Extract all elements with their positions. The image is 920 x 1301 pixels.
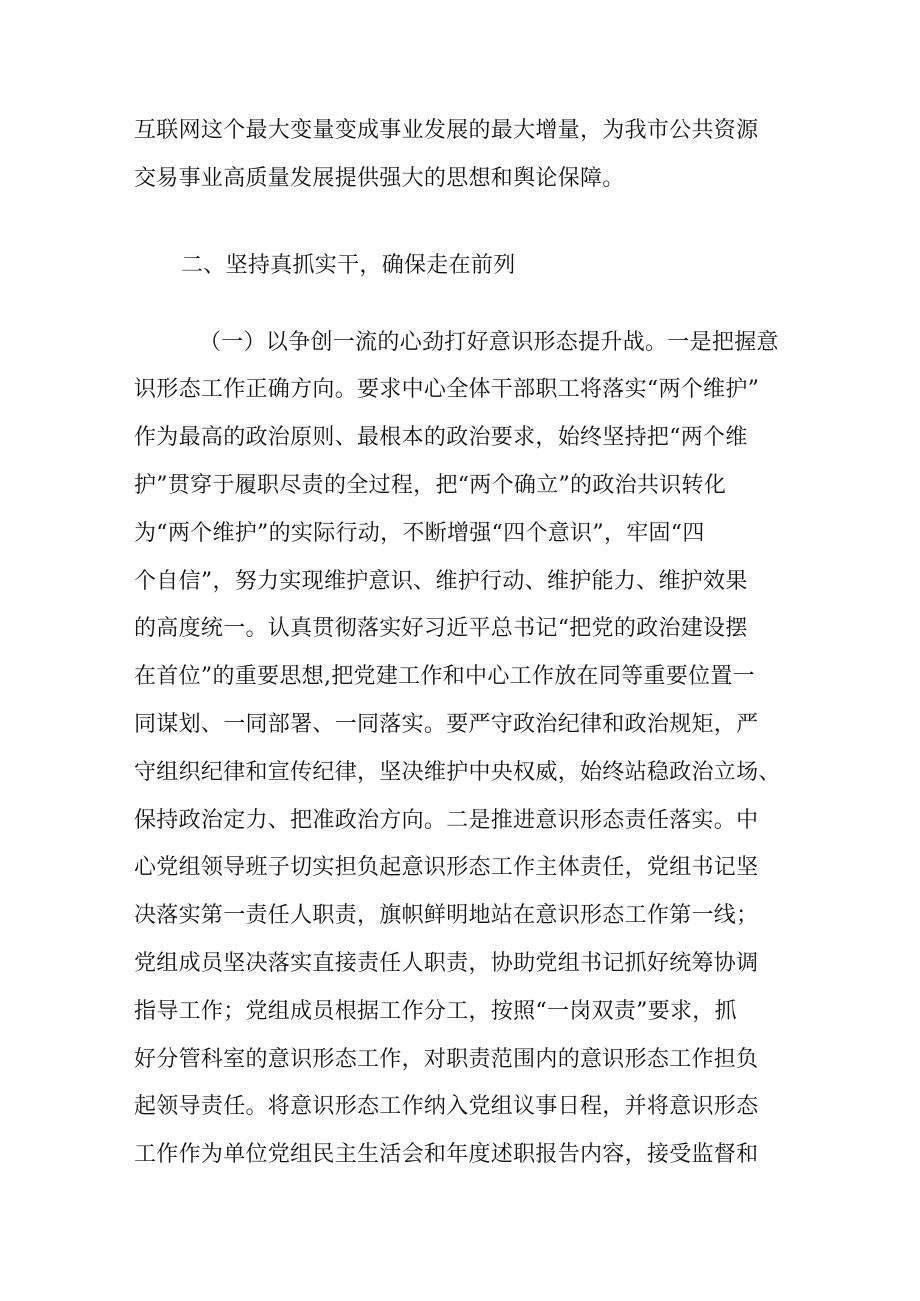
subsection-first-line: （一）以争创一流的心劲打好意识形态提升战。一是把握意 (199, 330, 779, 355)
paragraph-line: 识形态工作正确方向。要求中心全体干部职工将落实“两个维护” (134, 377, 760, 402)
paragraph-line: 的高度统一。认真贯彻落实好习近平总书记“把党的政治建设摆 (134, 616, 748, 641)
paragraph-line: 心党组领导班子切实担负起意识形态工作主体责任，党组书记坚 (134, 855, 759, 880)
paragraph-line: 起领导责任。将意识形态工作纳入党组议事日程，并将意识形态 (134, 1094, 759, 1119)
paragraph-line: 党组成员坚决落实直接责任人职责，协助党组书记抓好统筹协调 (134, 951, 759, 976)
paragraph-line: 在首位”的重要思想,把党建工作和中心工作放在同等重要位置一 (134, 664, 755, 689)
paragraph-line: 指导工作；党组成员根据工作分工，按照“一岗双责”要求，抓 (134, 999, 737, 1024)
paragraph-line: 作为最高的政治原则、最根本的政治要求，始终坚持把“两个维 (134, 425, 748, 450)
paragraph-line: 工作作为单位党组民主生活会和年度述职报告内容，接受监督和 (134, 1142, 759, 1167)
paragraph-line: 交易事业高质量发展提供强大的思想和舆论保障。 (134, 166, 625, 191)
paragraph-line: 守组织纪律和宣传纪律，坚决维护中央权威，始终站稳政治立场、 (134, 760, 781, 785)
section-heading: 二、坚持真抓实干，确保走在前列 (181, 253, 516, 278)
paragraph-line: 决落实第一责任人职责，旗帜鲜明地站在意识形态工作第一线； (134, 903, 759, 928)
paragraph-line: 互联网这个最大变量变成事业发展的最大增量，为我市公共资源 (134, 118, 759, 143)
paragraph-line: 同谋划、一同部署、一同落实。要严守政治纪律和政治规矩，严 (134, 712, 759, 737)
paragraph-line: 个自信”，努力实现维护意识、维护行动、维护能力、维护效果 (134, 569, 748, 594)
paragraph-line: 保持政治定力、把准政治方向。二是推进意识形态责任落实。中 (134, 808, 759, 833)
paragraph-line: 好分管科室的意识形态工作，对职责范围内的意识形态工作担负 (134, 1047, 759, 1072)
paragraph-line: 为“两个维护”的实际行动，不断增强“四个意识”，牢固“四 (134, 521, 705, 546)
paragraph-line: 护”贯穿于履职尽责的全过程，把“两个确立”的政治共识转化 (134, 473, 727, 498)
